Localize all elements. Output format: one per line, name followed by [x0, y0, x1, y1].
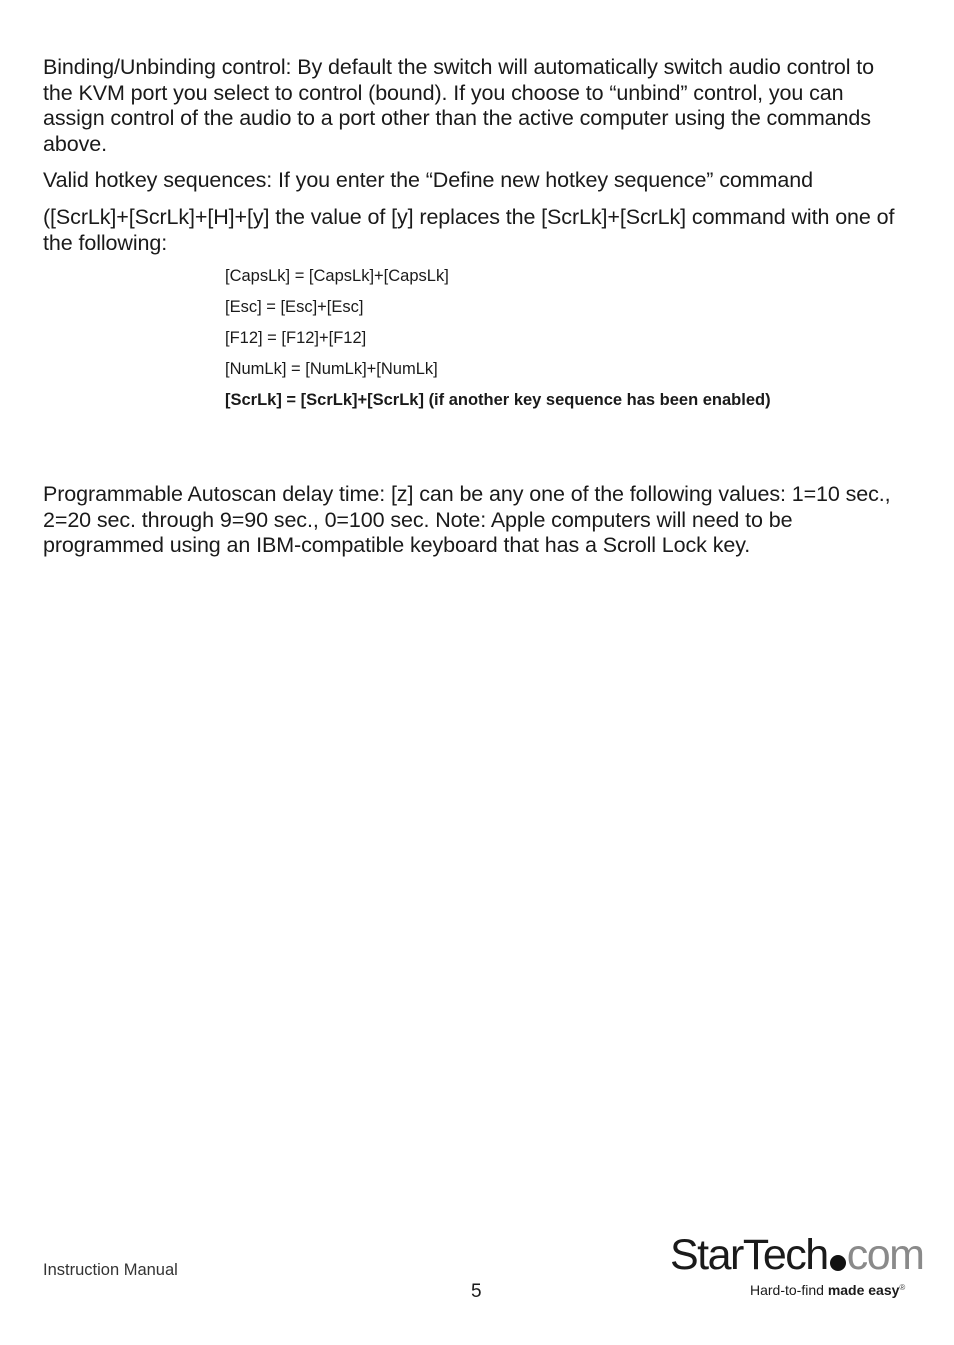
binding-control-paragraph: Binding/Unbinding control: By default the switch will automatically switch audio control to the KVM port you select to control (bound). If you choose to “unbind” control, you can assign control of the audio to a port other than the active computer using the commands above.	[43, 55, 875, 156]
tagline-regular: Hard-to-find	[750, 1282, 828, 1298]
hotkey-options-list	[225, 263, 771, 418]
hotkey-option-f12: [F12] = [F12]+[F12]	[225, 329, 367, 347]
logo-brand-suffix: com	[846, 1231, 924, 1279]
page-number: 5	[471, 1281, 482, 1302]
tagline-bold: made easy	[827, 1282, 900, 1298]
registered-mark: ®	[899, 1283, 906, 1292]
hotkey-intro-paragraph: Valid hotkey sequences: If you enter the “Define new hotkey sequence” command	[43, 168, 813, 192]
logo-wordmark	[670, 1230, 923, 1280]
footer-manual-label: Instruction Manual	[43, 1261, 178, 1279]
logo-brand-main: StarTech	[670, 1231, 828, 1279]
hotkey-option-capslk: [CapsLk] = [CapsLk]+[CapsLk]	[225, 267, 449, 285]
hotkey-option-esc: [Esc] = [Esc]+[Esc]	[225, 298, 364, 316]
logo-tagline	[750, 1282, 905, 1298]
hotkey-detail-paragraph: ([ScrLk]+[ScrLk]+[H]+[y] the value of [y] replaces the [ScrLk]+[ScrLk] command with one of the following:	[43, 205, 895, 255]
hotkey-option-scrlk: [ScrLk] = [ScrLk]+[ScrLk] (if another key sequence has been enabled)	[225, 391, 771, 409]
logo-dot-icon	[830, 1255, 846, 1271]
hotkey-option-numlk: [NumLk] = [NumLk]+[NumLk]	[225, 360, 438, 378]
startech-logo	[670, 1230, 924, 1305]
autoscan-delay-paragraph: Programmable Autoscan delay time: [z] can be any one of the following values: 1=10 sec., 2=20 sec. through 9=90 sec., 0=100 sec. Note: Apple computers will need to be programmed using an IBM-compatible keyboard that has a Scroll Lock key.	[43, 482, 891, 557]
